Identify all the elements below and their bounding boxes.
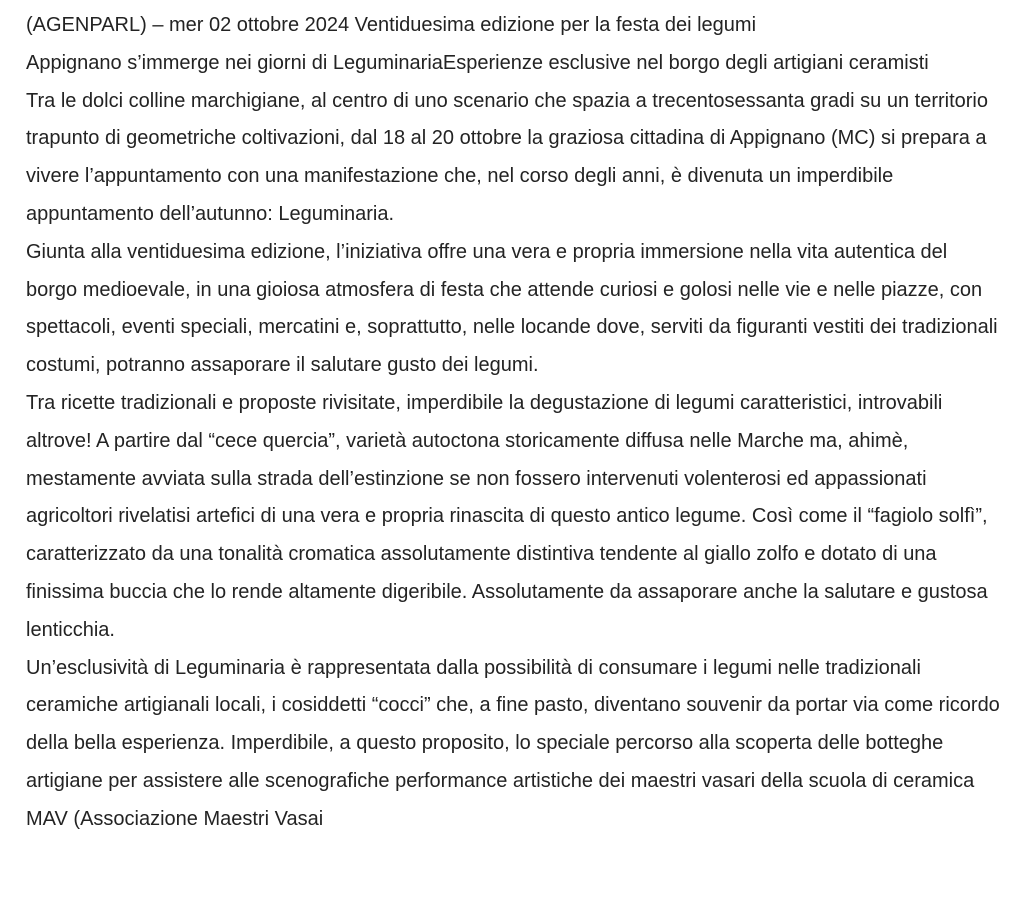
article-paragraph: Tra ricette tradizionali e proposte rivisitate, imperdibile la degustazione di legumi caratteristici, introvabili altrove! A partire dal “cece quercia”, varietà autoctona storicamente diffusa nelle Marche ma, ahimè, mestamente avviata sulla strada dell’estinzione se non fossero intervenuti volenterosi ed appassionati agricoltori rivelatisi artefici di una vera e propria rinascita di questo antico legume. Così come il “fagiolo solfì”, caratterizzato da una tonalità cromatica assolutamente distintiva tendente al giallo zolfo e dotato di una finissima buccia che lo rende altamente digeribile. Assolutamente da assaporare anche la salutare e gustosa lenticchia. — [26, 391, 988, 641]
article-paragraph: Un’esclusività di Leguminaria è rappresentata dalla possibilità di consumare i legumi nelle tradizionali ceramiche artigianali locali, i cosiddetti “cocci” che, a fine pasto, diventano souvenir da portar via come ricordo della bella esperienza. Imperdibile, a questo proposito, lo speciale percorso alla scoperta delle botteghe artigiane per assistere alle scenografiche performance artistiche dei maestri vasari della scuola di ceramica MAV (Associazione Maestri Vasai — [26, 656, 1000, 830]
article-dateline: (AGENPARL) – mer 02 ottobre 2024 Ventiduesima edizione per la festa dei legumi — [26, 14, 757, 36]
article-paragraph: Tra le dolci colline marchigiane, al centro di uno scenario che spazia a trecentosessanta gradi su un territorio trapunto di geometriche coltivazioni, dal 18 al 20 ottobre la graziosa cittadina di Appignano (MC) si prepara a vivere l’appuntamento con una manifestazione che, nel corso degli anni, è divenuta un imperdibile appuntamento dell’autunno: Leguminaria. — [26, 89, 988, 225]
article-paragraph: Giunta alla ventiduesima edizione, l’iniziativa offre una vera e propria immersione nella vita autentica del borgo medioevale, in una gioiosa atmosfera di festa che attende curiosi e golosi nelle vie e nelle piazze, con spettacoli, eventi speciali, mercatini e, soprattutto, nelle locande dove, serviti da figuranti vestiti dei tradizionali costumi, potranno assaporare il salutare gusto dei legumi. — [26, 240, 998, 377]
top-edge — [0, 0, 1020, 3]
article-body — [26, 7, 1001, 839]
article-subtitle: Appignano s’immerge nei giorni di LeguminariaEsperienze esclusive nel borgo degli artigiani ceramisti — [26, 51, 929, 74]
